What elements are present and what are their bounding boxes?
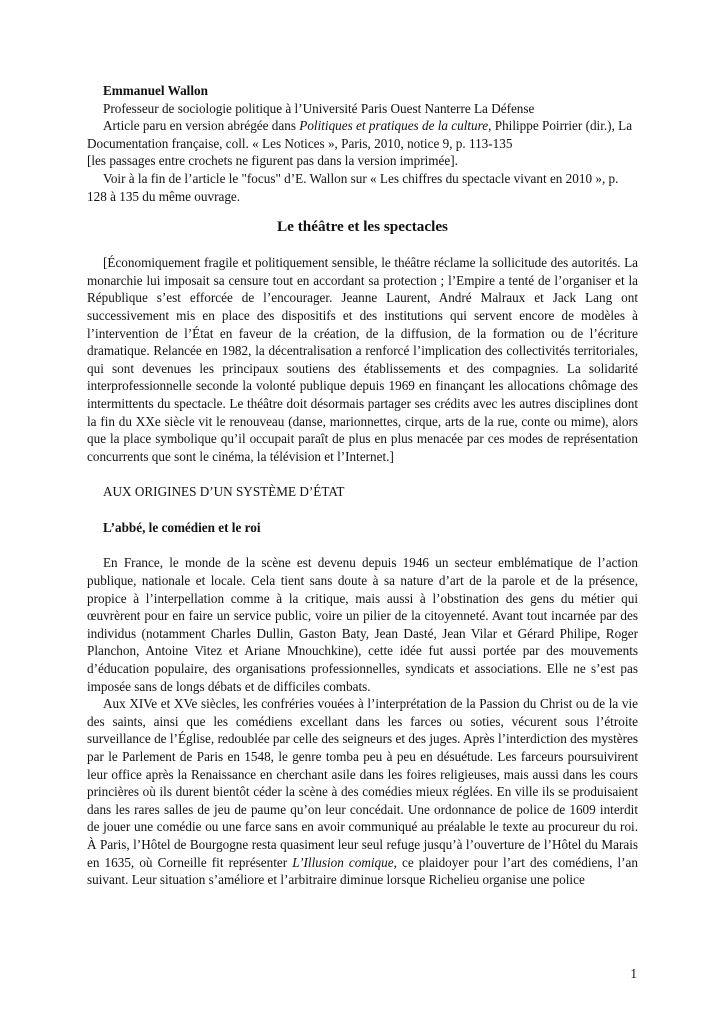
section-heading: AUX ORIGINES D’UN SYSTÈME D’ÉTAT [103, 484, 345, 500]
body-paragraph-2 [87, 695, 638, 889]
print-version-note: [les passages entre crochets ne figurent pas dans la version imprimée]. [87, 153, 458, 169]
book-title: Politiques et pratiques de la culture [299, 118, 489, 134]
paragraph-2-text: Aux XIVe et XVe siècles, les confréries vouées à l’interprétation de la Passion du Christ ou de la vie des saints, ainsi que les comédiens excellant dans les farces ou soties, vécurent sous l’étroite surveillance de l’Église, redoublée par celle des seigneurs et des juges. Après l’interdiction des mystères par le Parlement de Paris en 1548, le genre tomba peu à peu en désuétude. Les farceurs poursuivirent leur office après la Renaissance en cherchant asile dans les foires religieuses, mais aussi dans les cours princières où ils durent bientôt céder la scène à des comédies mieux réglées. En ville ils se produisaient dans les rares salles de jeu de paume qu’on leur concédait. Une ordonnance de police de 1609 interdit de jouer une comédie ou une farce sans en avoir communiqué au préalable le texte au procureur du roi. À Paris, l’Hôtel de Bourgogne resta quasiment leur seul refuge jusqu’à l’ouverture de l’Hôtel du Marais en 1635, où Corneille fit représenter [87, 696, 638, 870]
page-number: 1 [630, 966, 637, 981]
intro-paragraph: [Économiquement fragile et politiquement sensible, le théâtre réclame la sollicitude des autorités. La monarchie lui imposait sa censure tout en accordant sa protection ; l’Empire a tenté de l’organiser et la République s’est efforcée de l’encourager. Jeanne Laurent, André Malraux et Jack Lang ont successivement mis en place des dispositifs et des institutions qui servent encore de modèles à l’intervention de l’État en faveur de la création, de la diffusion, de la formation ou de l’écriture dramatique. Relancée en 1982, la décentralisation a renforcé l’implication des collectivités territoriales, qui sont devenues les principaux soutiens des établissements et des compagnies. La solidarité interprofessionnelle seconde la volonté publique depuis 1969 en finançant les allocations chômage des intermittents du spectacle. Le théâtre doit désormais partager ses crédits avec les autres disciplines dont la fin du XXe siècle vit le renouveau (danse, marionnettes, cirque, arts de la rue, conte ou mime), alors que la place symbolique qu’il occupait paraît de plus en plus menacée par ces modes de représentation concurrents que sont le cinéma, la télévision et l’Internet.] [87, 255, 638, 464]
body-paragraph-1: En France, le monde de la scène est devenu depuis 1946 un secteur emblématique de l’action publique, nationale et locale. Cela tient sans doute à sa nature d’art de la parole et de la présence, propice à l’interpellation comme à la critique, mais aussi à l’obstination des gens du métier qui œuvrèrent pour en faire un service public, voire un pilier de la citoyenneté. Avant tout incarnée par des individus (notamment Charles Dullin, Gaston Baty, Jean Dasté, Jean Vilar et Gérard Philipe, Roger Planchon, Antoine Vitez et Ariane Mnouchkine), cette idée fut aussi portée par des mouvements d’éducation populaire, des organisations professionnelles, syndicats et associations. Elle ne s’est pas imposée sans de longs débats et de difficiles combats. [87, 555, 638, 694]
publication-details: , Philippe Poirrier (dir.), La Documentation française, coll. « Les Notices », Paris, 2010, notice 9, p. 113-135 [87, 118, 633, 151]
publication-note [87, 117, 638, 152]
author-name: Emmanuel Wallon [103, 83, 208, 98]
subsection-heading: L’abbé, le comédien et le roi [103, 519, 261, 535]
article-title: Le théâtre et les spectacles [277, 218, 448, 236]
author-position: Professeur de sociologie politique à l’Université Paris Ouest Nanterre La Défense [103, 100, 535, 116]
page-content [87, 82, 638, 889]
play-title: L’Illusion comique [292, 854, 394, 870]
focus-note: Voir à la fin de l’article le "focus" d’E. Wallon sur « Les chiffres du spectacle vivant en 2010 », p. 128 à 135 du même ouvrage. [87, 170, 619, 204]
publication-prefix: Article paru en version abrégée dans [103, 118, 300, 134]
paragraph-2-continuation: , ce plaidoyer pour l’art des comédiens, l’an suivant. Leur situation s’améliore et l’arbitraire diminue lorsque Richelieu organise une police [87, 854, 639, 888]
